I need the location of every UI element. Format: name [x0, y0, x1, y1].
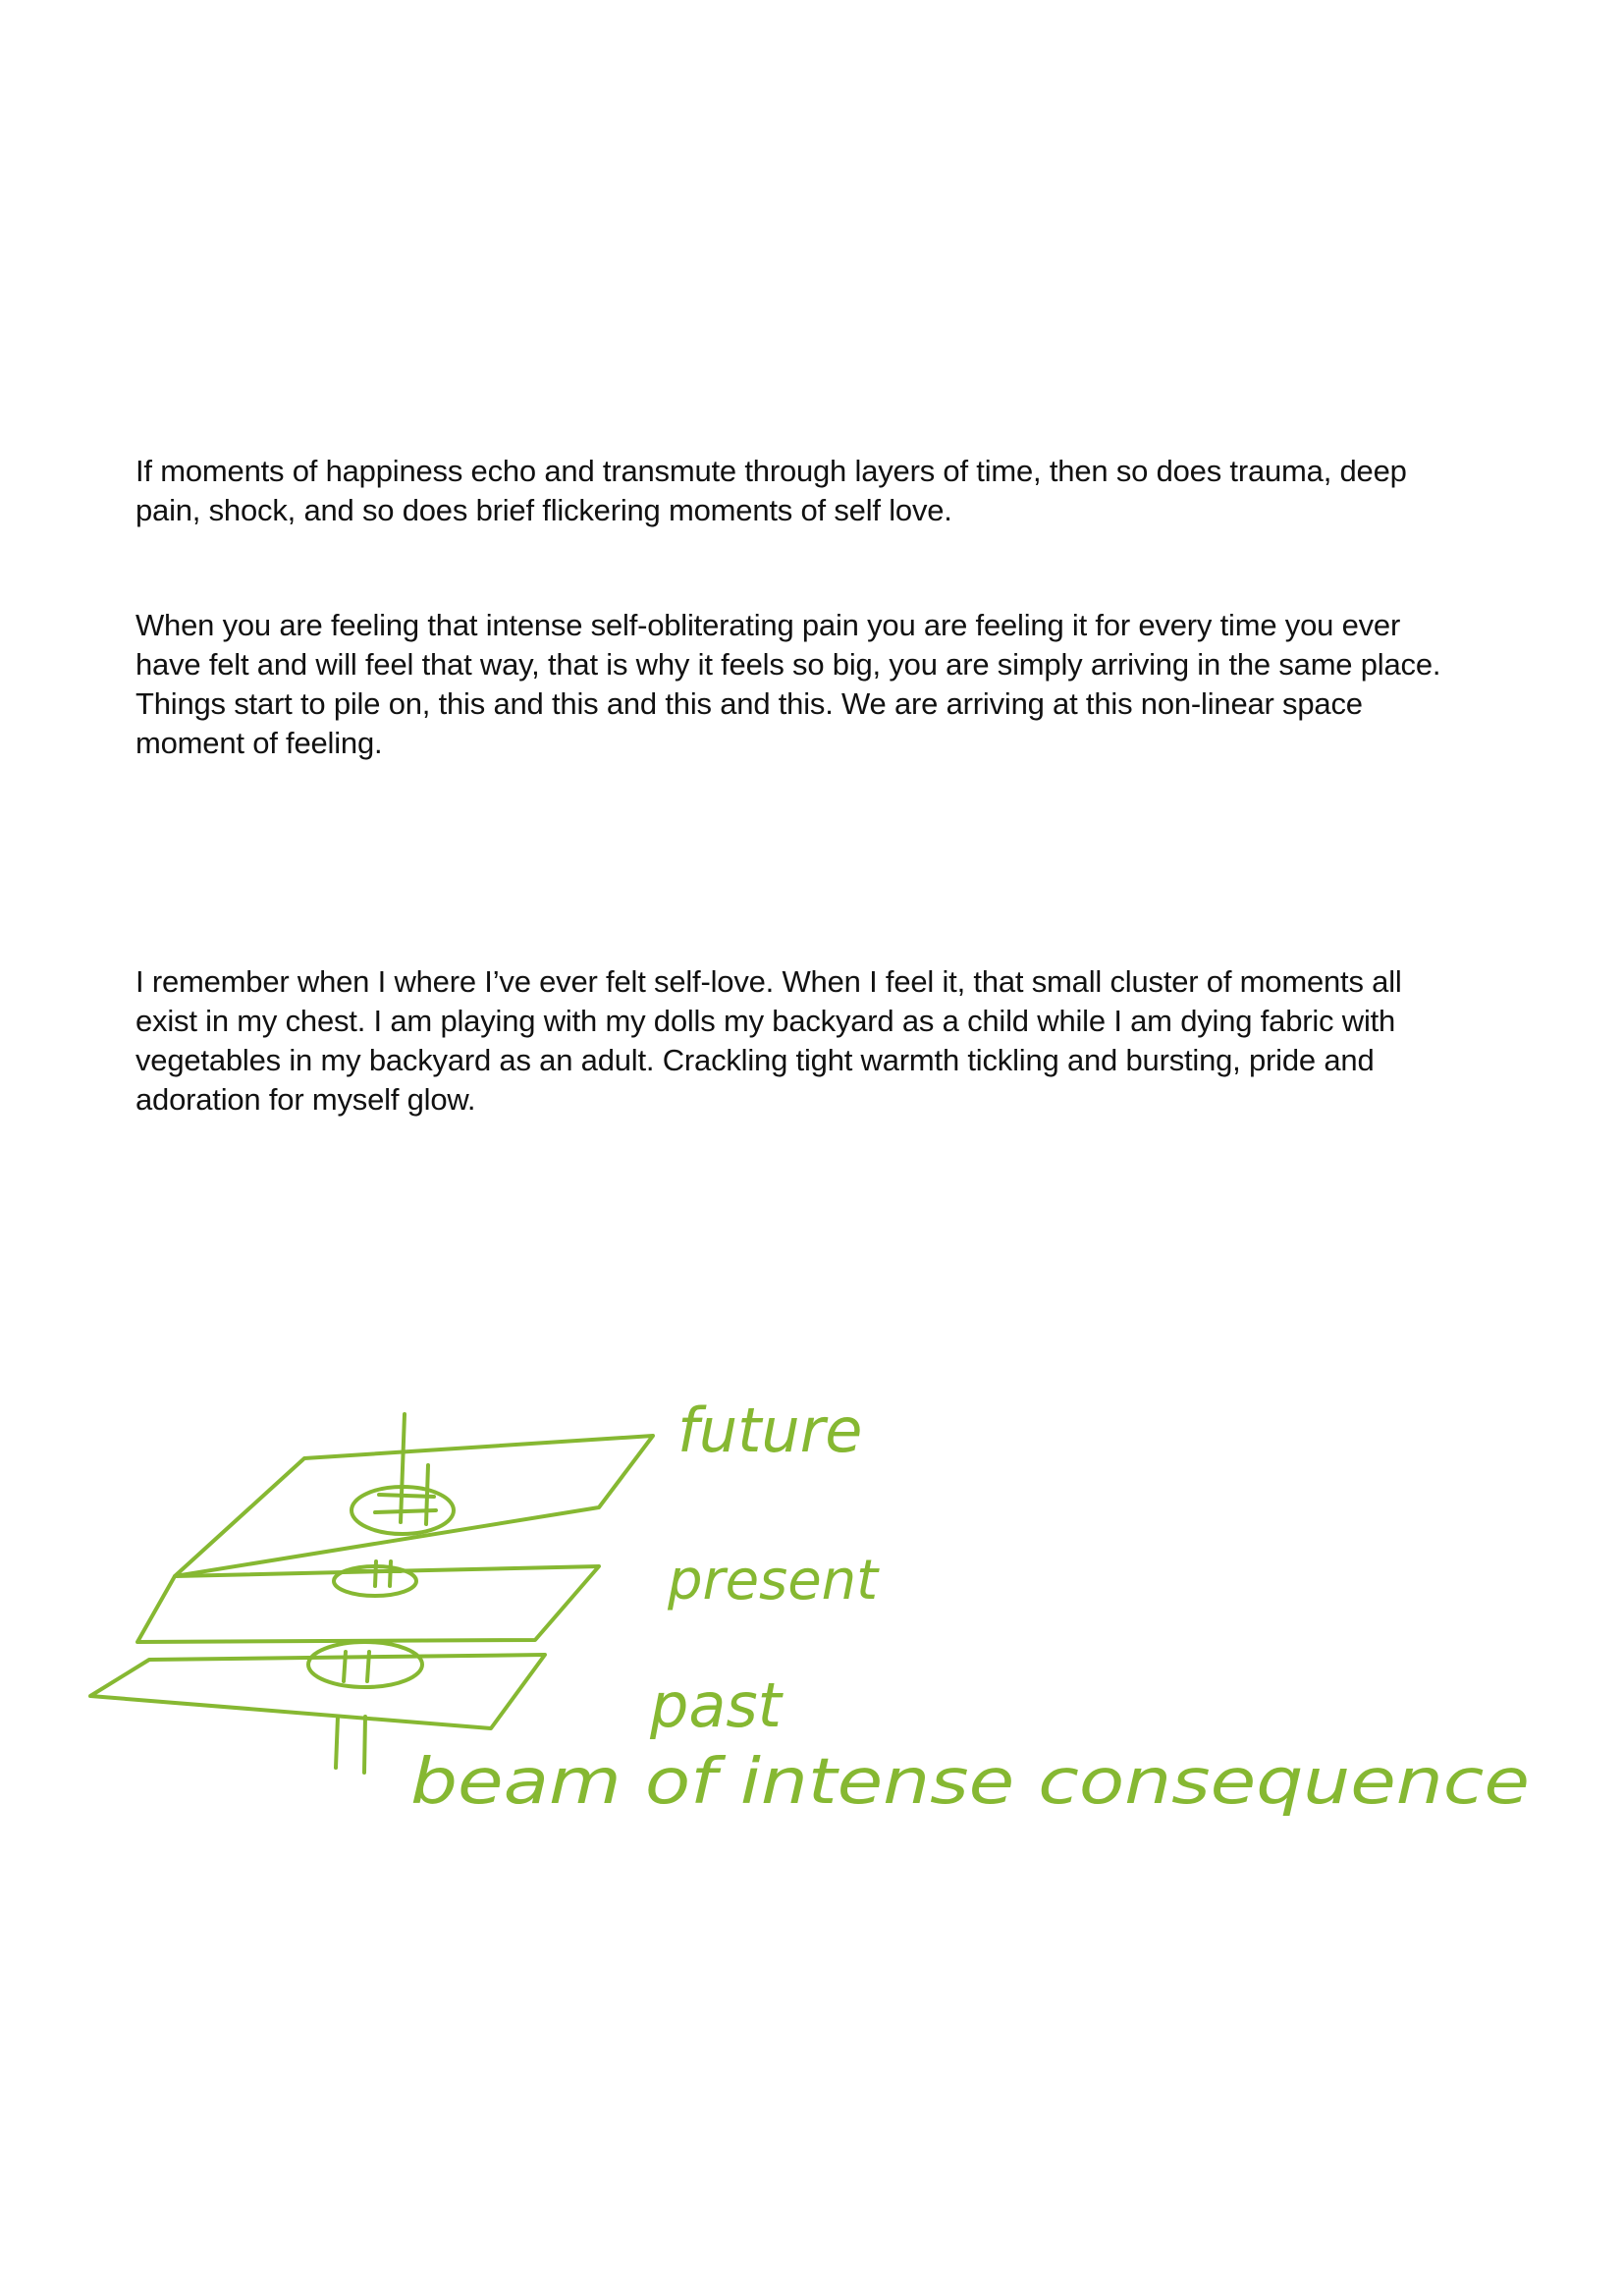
beam-line [344, 1652, 346, 1681]
beam-line [367, 1652, 369, 1681]
past-layer-hole [308, 1642, 422, 1687]
label-past: past [650, 1669, 782, 1741]
paragraph-line: adoration for myself glow. [135, 1082, 476, 1117]
paragraph-line: Things start to pile on, this and this and this and this. We are arriving at this non-linear space [135, 686, 1363, 721]
paragraph-2 [135, 606, 1510, 763]
sketch-strokes [90, 1414, 653, 1773]
layers-of-time-sketch [0, 1316, 1623, 1866]
label-beam: beam of intense consequence [410, 1746, 1530, 1819]
beam-line [336, 1717, 338, 1768]
present-layer-shape [137, 1566, 599, 1642]
paragraph-line: pain, shock, and so does brief flickering moments of self love. [135, 493, 952, 527]
past-layer-shape [90, 1655, 545, 1728]
beam-line [364, 1717, 365, 1773]
paragraph-line: If moments of happiness echo and transmute through layers of time, then so does trauma, deep [135, 454, 1407, 488]
beam-line [379, 1495, 434, 1497]
paragraph-line: have felt and will feel that way, that is why it feels so big, you are simply arriving in the same place. [135, 647, 1441, 682]
label-present: present [668, 1549, 879, 1613]
paragraph-line: I remember when I where I’ve ever felt self-love. When I feel it, that small cluster of moments all [135, 964, 1402, 999]
paragraph-1 [135, 452, 1510, 530]
paragraph-3 [135, 962, 1510, 1120]
beam-line [401, 1414, 405, 1522]
beam-line [390, 1561, 391, 1586]
paragraph-line: moment of feeling. [135, 726, 383, 760]
future-layer-shape [175, 1436, 653, 1576]
paragraph-line: exist in my chest. I am playing with my dolls my backyard as a child while I am dying fabric with [135, 1004, 1396, 1038]
beam-line [375, 1561, 376, 1586]
paragraph-line: When you are feeling that intense self-obliterating pain you are feeling it for every time you ever [135, 608, 1401, 642]
label-future: future [677, 1394, 863, 1466]
beam-line [375, 1510, 436, 1512]
paragraph-line: vegetables in my backyard as an adult. Crackling tight warmth tickling and bursting, pride and [135, 1043, 1375, 1077]
